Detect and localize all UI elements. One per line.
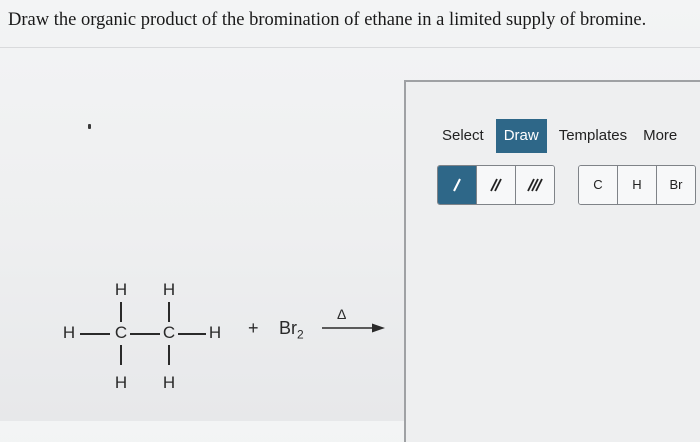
single-bond-button[interactable] bbox=[438, 166, 477, 204]
atom-tool-group bbox=[578, 165, 696, 205]
triple-bond-button[interactable] bbox=[516, 166, 554, 204]
reagent-subscript: 2 bbox=[297, 327, 304, 342]
menu-tab-select[interactable]: Select bbox=[442, 127, 484, 144]
tool-row bbox=[437, 165, 696, 205]
bond-c2-h-bottom bbox=[168, 345, 170, 365]
draw-menu-bar bbox=[434, 119, 685, 153]
triple-bond-icon bbox=[525, 175, 545, 195]
atom-h-top-left: H bbox=[114, 280, 128, 299]
reagent-symbol: Br bbox=[279, 318, 297, 338]
bond-h-c1 bbox=[80, 333, 110, 335]
atom-h-bottom-left: H bbox=[114, 373, 128, 392]
atom-c-right: C bbox=[162, 323, 176, 342]
menu-tab-templates[interactable]: Templates bbox=[558, 127, 628, 144]
menu-tab-draw[interactable]: Draw bbox=[496, 119, 547, 153]
double-bond-button[interactable] bbox=[477, 166, 516, 204]
question-text: Draw the organic product of the bromination of ethane in a limited supply of bromine. bbox=[8, 10, 647, 30]
atom-c-left: C bbox=[114, 323, 128, 342]
atom-h-top-right: H bbox=[162, 280, 176, 299]
bond-c1-h-top bbox=[120, 302, 122, 322]
bond-c1-c2 bbox=[130, 333, 160, 335]
atom-h-right: H bbox=[208, 323, 222, 342]
bond-c1-h-bottom bbox=[120, 345, 122, 365]
menu-tab-more[interactable]: More bbox=[643, 127, 678, 144]
atom-button-hydrogen[interactable]: H bbox=[618, 166, 657, 204]
atom-button-carbon[interactable]: C bbox=[579, 166, 618, 204]
heat-condition: Δ bbox=[337, 306, 347, 322]
reaction-arrow-icon bbox=[322, 322, 386, 334]
drawing-panel[interactable] bbox=[404, 80, 700, 442]
atom-h-left: H bbox=[62, 323, 76, 342]
reagent-bromine bbox=[279, 318, 304, 342]
atom-button-bromine[interactable]: Br bbox=[657, 166, 695, 204]
atom-h-bottom-right: H bbox=[162, 373, 176, 392]
bond-tool-group bbox=[437, 165, 555, 205]
plus-sign: + bbox=[248, 318, 259, 338]
double-bond-icon bbox=[486, 175, 506, 195]
bond-c2-h-top bbox=[168, 302, 170, 322]
bond-c2-h bbox=[178, 333, 206, 335]
single-bond-icon bbox=[447, 175, 467, 195]
